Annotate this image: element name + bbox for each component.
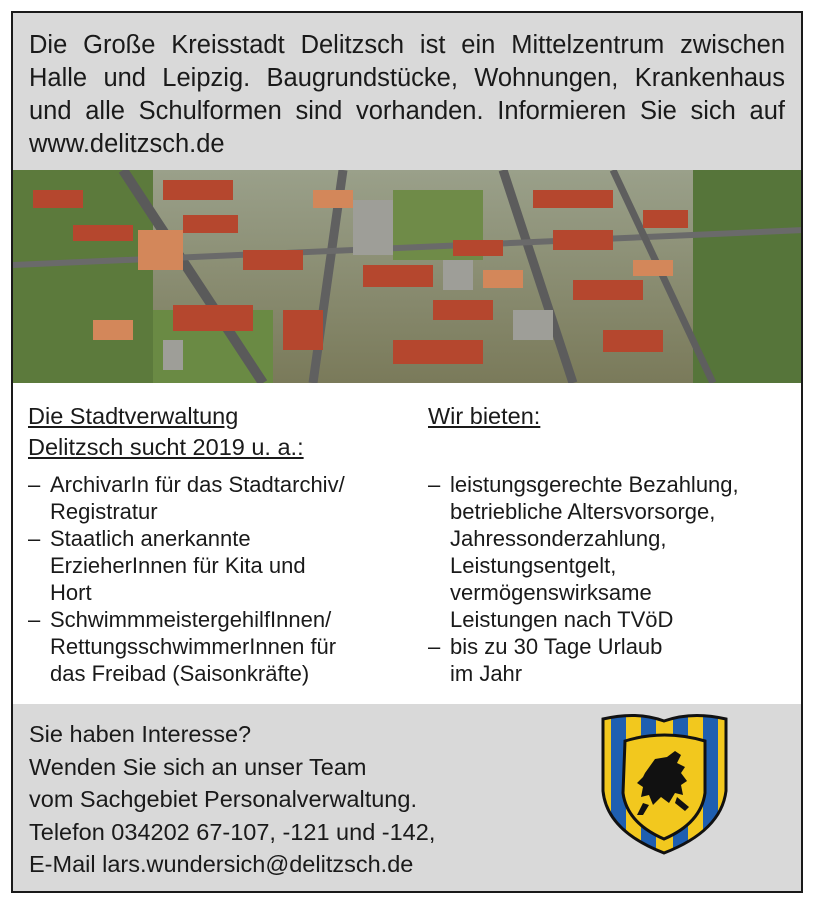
dash-marker: –: [28, 607, 41, 632]
content-columns: [13, 383, 801, 703]
benefits-heading: Wir bieten:: [428, 403, 541, 429]
dash-marker: –: [28, 472, 41, 497]
dash-marker: –: [428, 472, 441, 497]
list-item: [28, 606, 418, 687]
vacancies-heading-line2: Delitzsch sucht 2019 u. a.:: [28, 434, 304, 460]
list-item-line: betriebliche Altersvorsorge,: [450, 499, 716, 524]
list-item-line: RettungsschwimmerInnen für: [50, 634, 337, 659]
list-item-line: im Jahr: [450, 661, 523, 686]
vacancies-list: [28, 471, 418, 687]
list-item: [428, 471, 798, 633]
list-item-line: Leistungsentgelt,: [450, 553, 617, 578]
aerial-city-photo: [13, 170, 801, 383]
dash-marker: –: [428, 634, 441, 659]
dash-marker: –: [28, 526, 41, 551]
contact-line: Wenden Sie sich an unser Team: [29, 753, 367, 780]
benefits-list: [428, 471, 798, 687]
vacancies-column: [28, 401, 418, 687]
list-item-line: vermögenswirksame: [450, 580, 652, 605]
intro-box: [13, 13, 801, 170]
list-item-line: leistungsgerechte Bezahlung,: [450, 472, 739, 497]
list-item-line: das Freibad (Saisonkräfte): [50, 661, 310, 686]
intro-text: Die Große Kreisstadt Delitzsch ist ein Mittelzentrum zwischen Halle und Leipzig. Baugrundstücke, Wohnungen, Krankenhaus und alle Schulformen sind vorhanden. Informieren Sie sich auf www.delitzsch.de: [29, 31, 785, 158]
contact-phone: Telefon 034202 67-107, -121 und -142,: [29, 818, 436, 845]
vacancies-heading: [28, 401, 418, 463]
list-item: [28, 471, 418, 525]
contact-line: Sie haben Interesse?: [29, 721, 252, 747]
list-item-line: Hort: [50, 580, 92, 605]
aerial-photo-illustration: [13, 170, 801, 383]
contact-email: E-Mail lars.wundersich@delitzsch.de: [29, 851, 414, 877]
list-item: [28, 525, 418, 606]
list-item-line: Staatlich anerkannte: [50, 526, 251, 551]
list-item-line: Leistungen nach TVöD: [450, 607, 674, 632]
benefits-column: [428, 401, 798, 687]
list-item-line: ArchivarIn für das Stadtarchiv/: [50, 472, 345, 497]
list-item-line: SchwimmmeistergehilfInnen/: [50, 607, 332, 632]
contact-line: vom Sachgebiet Personalverwaltung.: [29, 786, 417, 812]
list-item-line: Registratur: [50, 499, 158, 524]
list-item-line: ErzieherInnen für Kita und: [50, 553, 306, 578]
list-item-line: bis zu 30 Tage Urlaub: [450, 634, 663, 659]
list-item: [428, 633, 798, 687]
coat-of-arms-icon: [597, 711, 732, 856]
vacancies-heading-line1: Die Stadtverwaltung: [28, 403, 239, 429]
list-item-line: Jahressonderzahlung,: [450, 526, 667, 551]
